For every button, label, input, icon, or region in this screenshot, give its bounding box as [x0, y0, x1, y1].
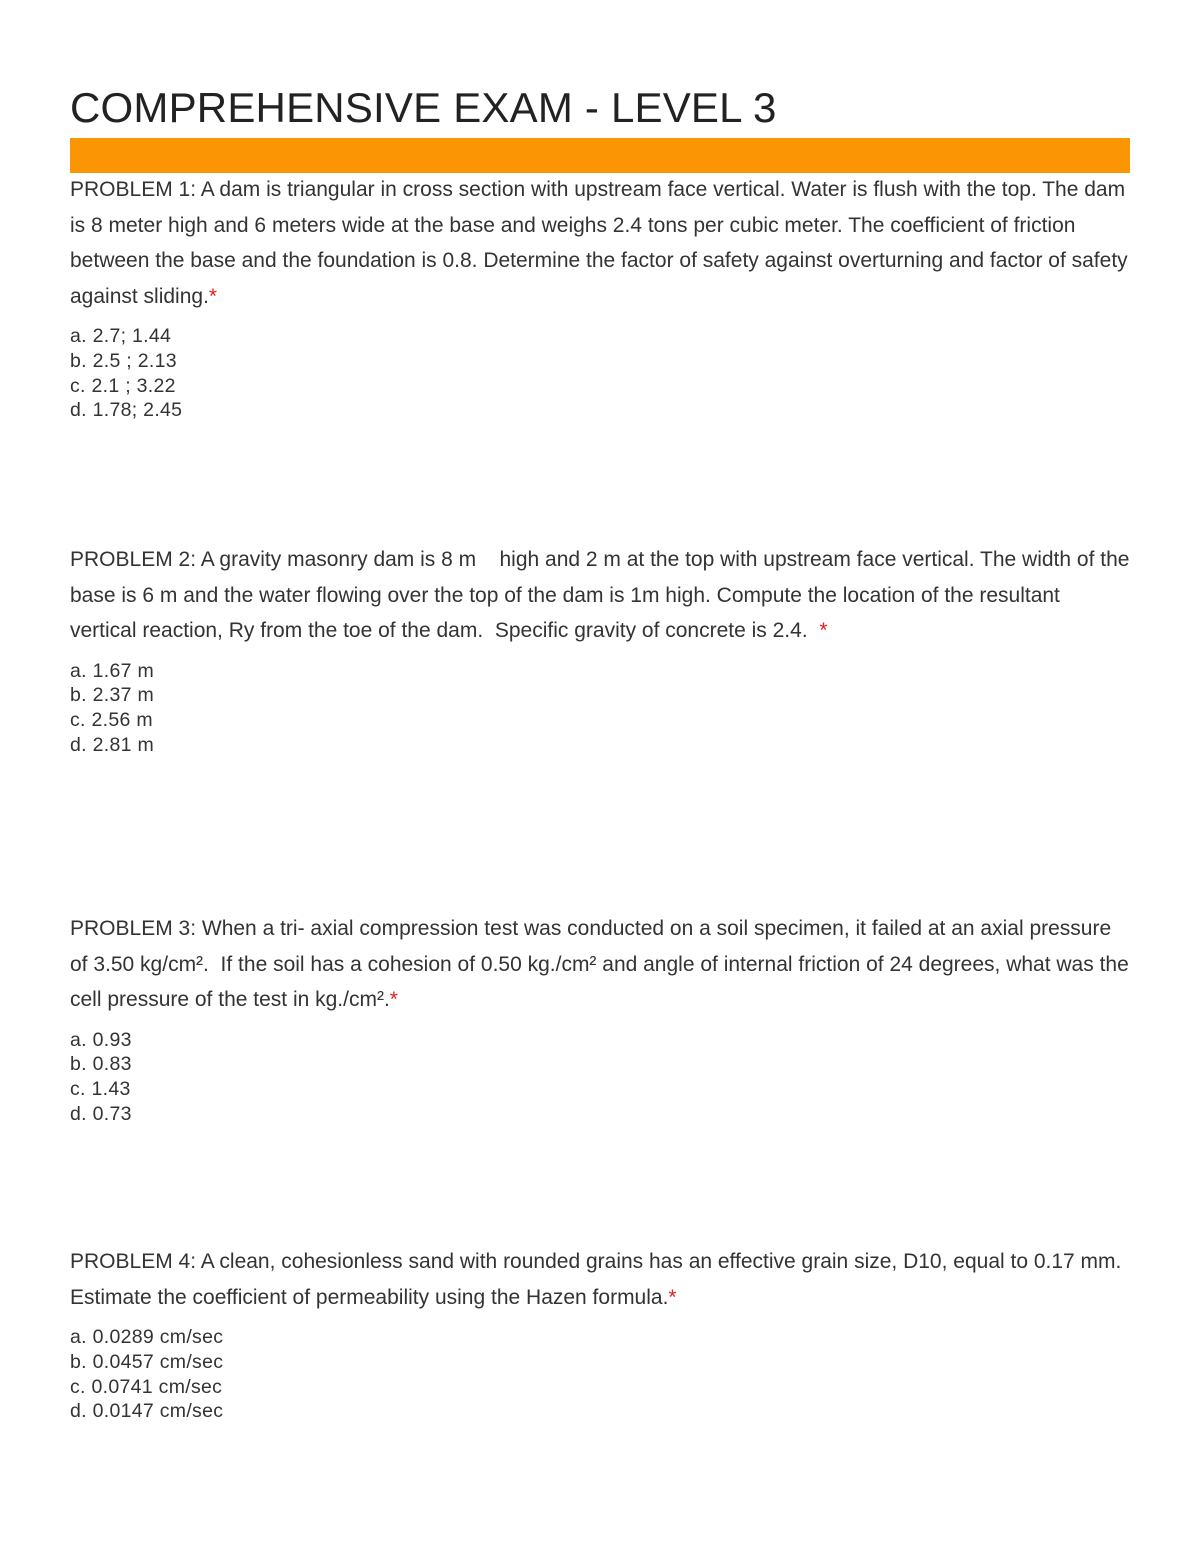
- question-body: PROBLEM 1: A dam is triangular in cross section with upstream face vertical. Water is flush with the top. The dam is 8 meter high and 6 meters wide at the base and weighs 2.4 tons per cubic meter. The coefficient of friction between the base and the foundation is 0.8. Determine the factor of safety against overturning and factor of safety against sliding.: [70, 178, 1134, 308]
- problem-4: [70, 1244, 1130, 1440]
- required-marker: *: [668, 1285, 677, 1309]
- option-c: c. 0.0741 cm/sec: [70, 1375, 223, 1398]
- option-a: a. 2.7; 1.44: [70, 325, 172, 347]
- option-d: d. 0.0147 cm/sec: [70, 1400, 224, 1423]
- answer-options: [70, 1325, 1130, 1424]
- question-text: [70, 172, 1134, 314]
- option-d: d. 1.78; 2.45: [70, 399, 183, 422]
- answer-options: [70, 324, 1130, 423]
- option-b: b. 0.0457 cm/sec: [70, 1350, 224, 1373]
- option-b: b. 2.5 ; 2.13: [70, 349, 177, 372]
- answer-options: [70, 1028, 1130, 1127]
- page-title: COMPREHENSIVE EXAM - LEVEL 3: [70, 84, 777, 131]
- required-marker: *: [819, 619, 828, 642]
- option-b: b. 0.83: [70, 1053, 132, 1076]
- option-c: c. 1.43: [70, 1078, 131, 1101]
- option-a: a. 0.93: [70, 1028, 132, 1051]
- option-b: b. 2.37 m: [70, 684, 154, 707]
- option-c: c. 2.56 m: [70, 709, 153, 732]
- problem-1: [70, 172, 1134, 439]
- question-text: [70, 1244, 1130, 1315]
- question-body: PROBLEM 4: A clean, cohesionless sand with rounded grains has an effective grain size, D10, equal to 0.17 mm. Estimate the coefficient of permeability using the Hazen formula.: [70, 1250, 1128, 1309]
- option-c: c. 2.1 ; 3.22: [70, 374, 176, 397]
- question-body: PROBLEM 3: When a tri- axial compression test was conducted on a soil specimen, it failed at an axial pressure of 3.50 kg/cm². If the soil has a cohesion of 0.50 kg./cm² and angle of internal friction of 24 degrees, what was the cell pressure of the test in kg./cm².: [70, 917, 1135, 1011]
- option-a: a. 1.67 m: [70, 659, 154, 682]
- option-a: a. 0.0289 cm/sec: [70, 1326, 224, 1348]
- question-text: [70, 542, 1136, 649]
- question-body: PROBLEM 2: A gravity masonry dam is 8 m high and 2 m at the top with upstream face vertical. The width of the base is 6 m and the water flowing over the top of the dam is 1m high. Compute the location of the resultant vertical reaction, Ry from the toe of the dam. Specific gravity of concrete is 2.4.: [70, 548, 1136, 642]
- problem-2: [70, 542, 1136, 774]
- required-marker: *: [389, 988, 398, 1011]
- title-accent-bar: [70, 138, 1130, 173]
- answer-options: [70, 659, 1130, 758]
- exam-page: [70, 82, 1136, 1423]
- problem-3: [70, 911, 1135, 1143]
- question-text: [70, 911, 1135, 1018]
- option-d: d. 2.81 m: [70, 733, 154, 756]
- option-d: d. 0.73: [70, 1102, 132, 1125]
- required-marker: *: [208, 284, 218, 308]
